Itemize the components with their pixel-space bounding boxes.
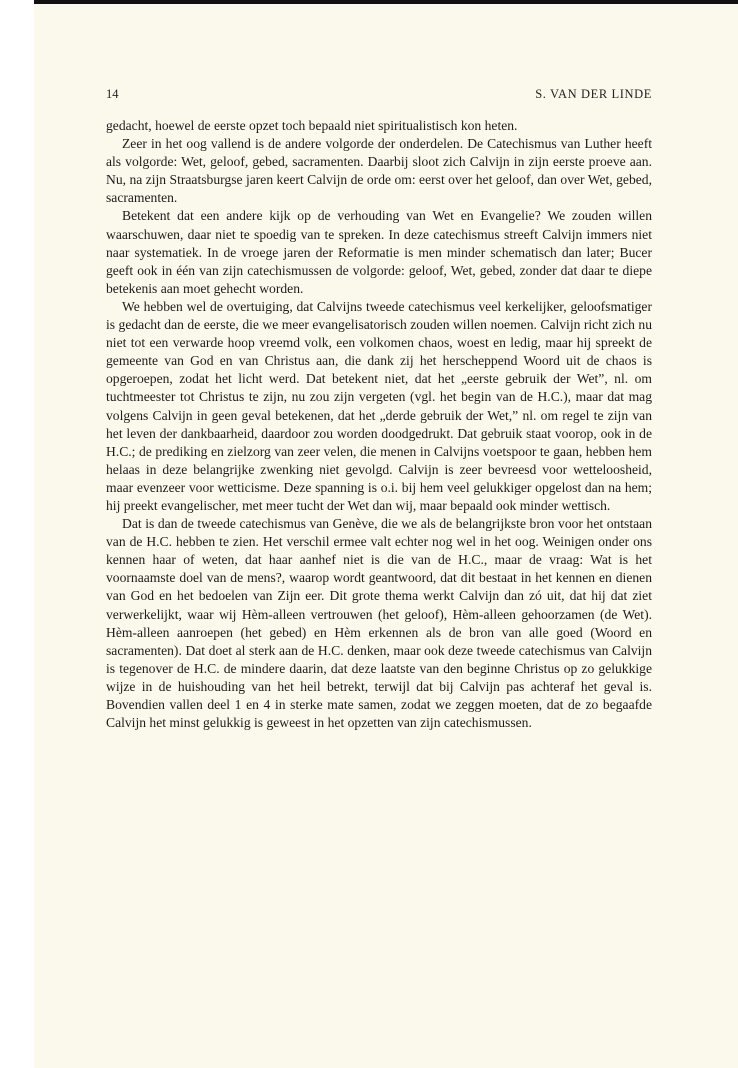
paragraph-geneva-catechism: Dat is dan de tweede catechismus van Genève, die we als de belangrijkste bron voor het ontstaan van de H.C. hebben te zien. Het verschil ermee valt echter nog wel in het oog. Weinigen onder ons kennen haar of weten, dat haar aanhef niet is die van de H.C., maar de vraag: Wat is het voornaamste doel van de mens?, waarop wordt geantwoord, dat dit bestaat in het kennen en dienen van God en het bedoelen van Zijn eer. Dit grote thema werkt Calvijn dan zó uit, dat hij dat ziet verwerkelijkt, waar wij Hèm-alleen vertrouwen (het geloof), Hèm-alleen gehoorzamen (de Wet). Hèm-alleen aanroepen (het gebed) en Hèm erkennen als de bron van alle goed (Woord en sacramenten). Dat doet al sterk aan de H.C. denken, maar ook deze tweede catechismus van Calvijn is tegenover de H.C. de mindere daarin, dat deze laatste van den beginne Christus op zo gelukkige wijze in de huishouding van het heil betrekt, terwijl dat bij Calvijn pas achteraf het geval is. Bovendien vallen deel 1 en 4 in sterke mate samen, zodat we zeggen moeten, dat de zo begaafde Calvijn het minst gelukkig is geweest in het opzetten van zijn catechismussen. bbox=[106, 516, 652, 731]
body-text bbox=[106, 117, 652, 732]
paragraph-second-catechism: We hebben wel de overtuiging, dat Calvijns tweede catechismus veel kerkelijker, geloofsmatiger is gedacht dan de eerste, die we meer evangelisatorisch zouden willen noemen. Calvijn richt zich nu niet tot een verwarde hoop vreemd volk, een volkomen chaos, woest en ledig, maar hij spreekt de gemeente van God en van Christus aan, die dank zij het herscheppend Woord uit de chaos is opgeroepen, zodat het licht werd. Dat betekent niet, dat het „eerste gebruik der Wet”, nl. om tuchtmeester tot Christus te zijn, nu zou zijn vergeten (vgl. het begin van de H.C.), maar dat mag volgens Calvijn in geen geval betekenen, dat het „derde gebruik der Wet,” nl. om regel te zijn van het leven der dankbaarheid, daardoor zou worden doodgedrukt. Dat gebruik staat voorop, ook in de H.C.; de prediking en zielzorg van zeer velen, die menen in Calvijns voetspoor te gaan, hebben hem helaas in deze belangrijke zwenking niet gevolgd. Calvijn is zeer bevreesd voor wetteloosheid, maar evenzeer voor wetticisme. Deze spanning is o.i. bij hem veel gelukkiger opgelost dan na hem; hij preekt evangelischer, met meer tucht der Wet dan wij, maar bepaald ook minder wettisch. bbox=[106, 298, 652, 513]
scan-margin bbox=[0, 0, 34, 1068]
page-number: 14 bbox=[106, 87, 119, 101]
paragraph-law-and-gospel: Betekent dat een andere kijk op de verhouding van Wet en Evangelie? We zouden willen waarschuwen, daar niet te spoedig van te spreken. In deze catechismus streeft Calvijn immers niet naar systematiek. In de vroege jaren der Reformatie is men minder schematisch dan later; Bucer geeft ook in één van zijn catechismussen de volgorde: geloof, Wet, gebed, zonder dat daar te diepe betekenis aan moet gehecht worden. bbox=[106, 208, 652, 296]
running-head-author: S. VAN DER LINDE bbox=[535, 87, 652, 101]
page-header bbox=[106, 87, 652, 103]
paragraph-order-of-parts: Zeer in het oog vallend is de andere volgorde der onderdelen. De Catechismus van Luther heeft als volgorde: Wet, geloof, gebed, sacramenten. Daarbij sloot zich Calvijn in zijn eerste proeve aan. Nu, na zijn Straatsburgse jaren keert Calvijn de orde om: eerst over het geloof, dan over Wet, gebed, sacramenten. bbox=[106, 136, 652, 206]
paragraph-continuation: gedacht, hoewel de eerste opzet toch bepaald niet spiritualistisch kon heten. bbox=[106, 118, 518, 133]
